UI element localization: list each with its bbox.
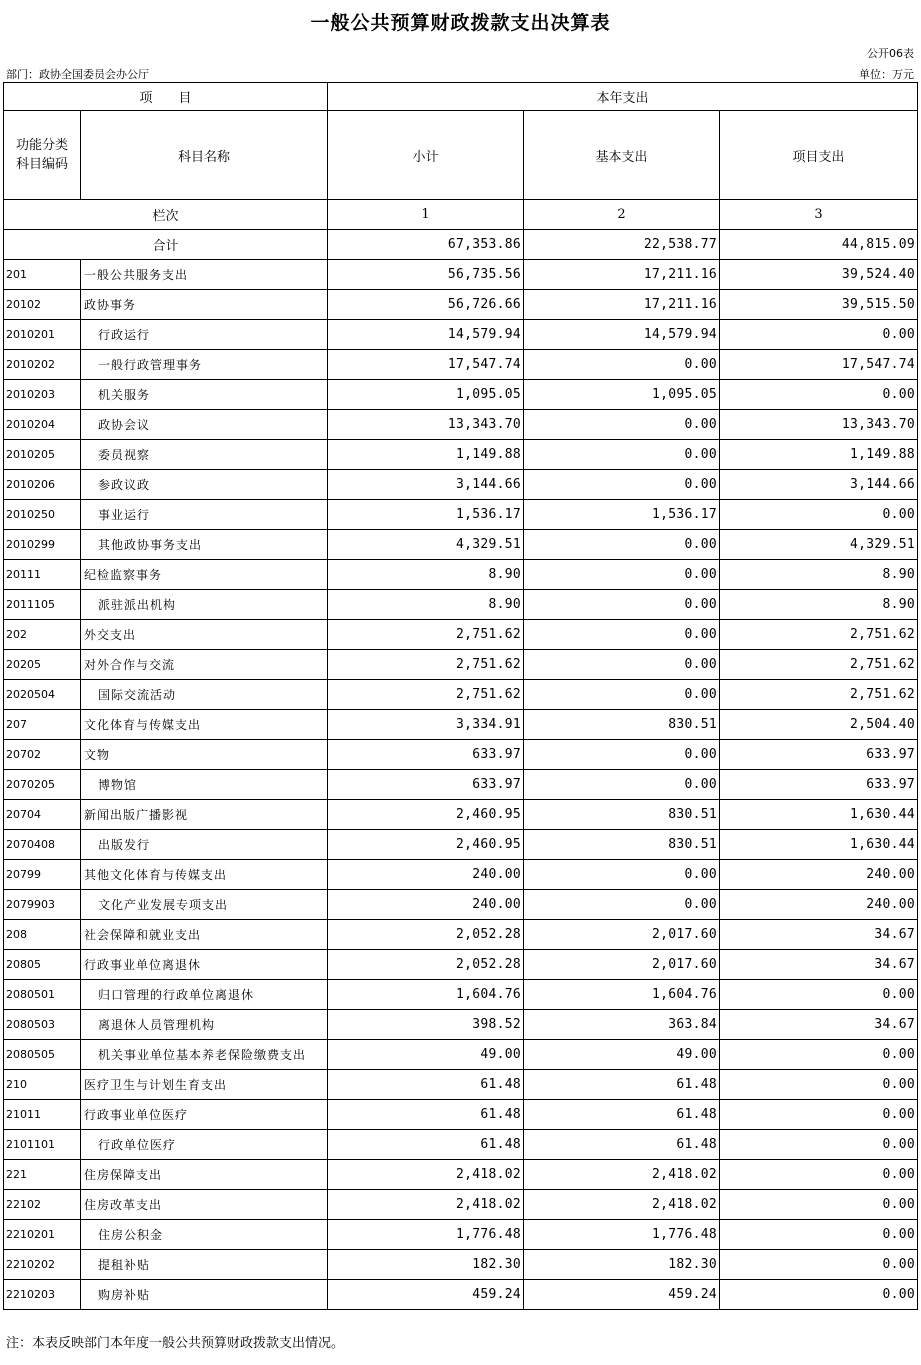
row-name: 提租补贴 xyxy=(81,1250,328,1280)
row-basic: 0.00 xyxy=(524,740,720,770)
row-project: 0.00 xyxy=(720,320,918,350)
row-project: 0.00 xyxy=(720,1190,918,1220)
row-project: 2,751.62 xyxy=(720,650,918,680)
row-basic: 830.51 xyxy=(524,710,720,740)
table-row xyxy=(4,560,918,590)
row-name: 新闻出版广播影视 xyxy=(81,800,328,830)
table-row xyxy=(4,1250,918,1280)
row-project: 240.00 xyxy=(720,860,918,890)
total-subtotal: 67,353.86 xyxy=(328,230,524,260)
table-row xyxy=(4,1040,918,1070)
row-code: 2010201 xyxy=(4,320,81,350)
row-code: 2010205 xyxy=(4,440,81,470)
row-subtotal: 2,460.95 xyxy=(328,830,524,860)
row-name: 政协事务 xyxy=(81,290,328,320)
row-basic: 1,536.17 xyxy=(524,500,720,530)
row-project: 1,630.44 xyxy=(720,830,918,860)
row-project: 0.00 xyxy=(720,1220,918,1250)
table-row xyxy=(4,1100,918,1130)
row-name: 住房公积金 xyxy=(81,1220,328,1250)
row-basic: 61.48 xyxy=(524,1130,720,1160)
table-row xyxy=(4,740,918,770)
row-subtotal: 14,579.94 xyxy=(328,320,524,350)
row-project: 0.00 xyxy=(720,980,918,1010)
row-subtotal: 2,418.02 xyxy=(328,1160,524,1190)
row-basic: 182.30 xyxy=(524,1250,720,1280)
table-row xyxy=(4,410,918,440)
form-number: 公开06表 xyxy=(867,47,914,60)
row-basic: 17,211.16 xyxy=(524,260,720,290)
row-project: 8.90 xyxy=(720,590,918,620)
row-name: 外交支出 xyxy=(81,620,328,650)
row-basic: 2,017.60 xyxy=(524,950,720,980)
header-current-year: 本年支出 xyxy=(328,83,918,111)
table-row xyxy=(4,1010,918,1040)
row-basic: 2,017.60 xyxy=(524,920,720,950)
row-code: 2010204 xyxy=(4,410,81,440)
row-project: 633.97 xyxy=(720,770,918,800)
header-subtotal: 小计 xyxy=(328,111,524,200)
header-basic: 基本支出 xyxy=(524,111,720,200)
row-subtotal: 240.00 xyxy=(328,890,524,920)
row-code: 2079903 xyxy=(4,890,81,920)
row-name: 行政事业单位离退休 xyxy=(81,950,328,980)
row-subtotal: 1,604.76 xyxy=(328,980,524,1010)
header-item: 项 目 xyxy=(4,83,328,111)
row-basic: 0.00 xyxy=(524,890,720,920)
row-basic: 830.51 xyxy=(524,830,720,860)
table-row xyxy=(4,770,918,800)
row-name: 对外合作与交流 xyxy=(81,650,328,680)
row-subtotal: 240.00 xyxy=(328,860,524,890)
row-basic: 0.00 xyxy=(524,860,720,890)
table-row xyxy=(4,680,918,710)
row-project: 1,149.88 xyxy=(720,440,918,470)
row-basic: 0.00 xyxy=(524,770,720,800)
row-basic: 61.48 xyxy=(524,1070,720,1100)
table-row xyxy=(4,380,918,410)
row-code: 21011 xyxy=(4,1100,81,1130)
table-row xyxy=(4,530,918,560)
row-code: 20111 xyxy=(4,560,81,590)
table-row xyxy=(4,1190,918,1220)
row-subtotal: 182.30 xyxy=(328,1250,524,1280)
table-row xyxy=(4,260,918,290)
row-basic: 0.00 xyxy=(524,560,720,590)
row-basic: 0.00 xyxy=(524,590,720,620)
row-basic: 830.51 xyxy=(524,800,720,830)
table-row xyxy=(4,500,918,530)
row-basic: 0.00 xyxy=(524,440,720,470)
total-basic: 22,538.77 xyxy=(524,230,720,260)
row-name: 机关事业单位基本养老保险缴费支出 xyxy=(81,1040,328,1070)
row-subtotal: 1,776.48 xyxy=(328,1220,524,1250)
row-project: 0.00 xyxy=(720,1160,918,1190)
row-code: 207 xyxy=(4,710,81,740)
row-subtotal: 2,751.62 xyxy=(328,680,524,710)
row-code: 20704 xyxy=(4,800,81,830)
table-row xyxy=(4,1130,918,1160)
row-code: 2070205 xyxy=(4,770,81,800)
table-row xyxy=(4,980,918,1010)
row-code: 20805 xyxy=(4,950,81,980)
row-name: 住房改革支出 xyxy=(81,1190,328,1220)
row-name: 参政议政 xyxy=(81,470,328,500)
row-code: 2011105 xyxy=(4,590,81,620)
row-project: 240.00 xyxy=(720,890,918,920)
row-project: 2,751.62 xyxy=(720,620,918,650)
row-code: 2020504 xyxy=(4,680,81,710)
row-project: 0.00 xyxy=(720,1040,918,1070)
row-basic: 0.00 xyxy=(524,680,720,710)
row-project: 0.00 xyxy=(720,1130,918,1160)
row-name: 国际交流活动 xyxy=(81,680,328,710)
total-row xyxy=(4,230,918,260)
total-project: 44,815.09 xyxy=(720,230,918,260)
total-label: 合计 xyxy=(4,230,328,260)
table-row xyxy=(4,350,918,380)
table-row xyxy=(4,470,918,500)
row-code: 2010203 xyxy=(4,380,81,410)
table-row xyxy=(4,920,918,950)
department-label: 部门：政协全国委员会办公厅 xyxy=(6,68,149,81)
row-name: 文化产业发展专项支出 xyxy=(81,890,328,920)
row-subtotal: 8.90 xyxy=(328,560,524,590)
row-name: 机关服务 xyxy=(81,380,328,410)
row-code: 20102 xyxy=(4,290,81,320)
row-name: 行政运行 xyxy=(81,320,328,350)
row-name: 行政单位医疗 xyxy=(81,1130,328,1160)
row-project: 0.00 xyxy=(720,1100,918,1130)
row-basic: 14,579.94 xyxy=(524,320,720,350)
row-subtotal: 61.48 xyxy=(328,1130,524,1160)
row-code: 2010206 xyxy=(4,470,81,500)
row-subtotal: 8.90 xyxy=(328,590,524,620)
row-project: 34.67 xyxy=(720,1010,918,1040)
row-basic: 0.00 xyxy=(524,410,720,440)
row-subtotal: 459.24 xyxy=(328,1280,524,1310)
table-row xyxy=(4,710,918,740)
row-code: 20702 xyxy=(4,740,81,770)
row-name: 出版发行 xyxy=(81,830,328,860)
row-subtotal: 56,726.66 xyxy=(328,290,524,320)
row-code: 2070408 xyxy=(4,830,81,860)
row-basic: 1,776.48 xyxy=(524,1220,720,1250)
row-code: 202 xyxy=(4,620,81,650)
table-row xyxy=(4,1070,918,1100)
table-row xyxy=(4,860,918,890)
row-subtotal: 17,547.74 xyxy=(328,350,524,380)
row-name: 一般公共服务支出 xyxy=(81,260,328,290)
row-project: 39,524.40 xyxy=(720,260,918,290)
row-project: 13,343.70 xyxy=(720,410,918,440)
row-code: 2080505 xyxy=(4,1040,81,1070)
row-name: 归口管理的行政单位离退休 xyxy=(81,980,328,1010)
row-project: 8.90 xyxy=(720,560,918,590)
row-project: 3,144.66 xyxy=(720,470,918,500)
row-basic: 363.84 xyxy=(524,1010,720,1040)
row-subtotal: 2,418.02 xyxy=(328,1190,524,1220)
header-project: 项目支出 xyxy=(720,111,918,200)
row-subtotal: 4,329.51 xyxy=(328,530,524,560)
row-project: 0.00 xyxy=(720,380,918,410)
row-code: 210 xyxy=(4,1070,81,1100)
row-project: 39,515.50 xyxy=(720,290,918,320)
page-title: 一般公共预算财政拨款支出决算表 xyxy=(310,12,611,34)
row-name: 离退休人员管理机构 xyxy=(81,1010,328,1040)
row-name: 一般行政管理事务 xyxy=(81,350,328,380)
header-column-order: 栏次 xyxy=(4,200,328,230)
table-row xyxy=(4,950,918,980)
row-project: 34.67 xyxy=(720,920,918,950)
row-project: 34.67 xyxy=(720,950,918,980)
row-basic: 0.00 xyxy=(524,620,720,650)
row-project: 4,329.51 xyxy=(720,530,918,560)
header-row-1 xyxy=(4,83,918,111)
row-basic: 49.00 xyxy=(524,1040,720,1070)
row-code: 20799 xyxy=(4,860,81,890)
table-row xyxy=(4,800,918,830)
row-name: 购房补贴 xyxy=(81,1280,328,1310)
row-name: 行政事业单位医疗 xyxy=(81,1100,328,1130)
row-subtotal: 2,460.95 xyxy=(328,800,524,830)
table-row xyxy=(4,890,918,920)
row-subtotal: 49.00 xyxy=(328,1040,524,1070)
row-name: 其他文化体育与传媒支出 xyxy=(81,860,328,890)
row-subtotal: 2,052.28 xyxy=(328,920,524,950)
row-project: 0.00 xyxy=(720,1280,918,1310)
row-subtotal: 56,735.56 xyxy=(328,260,524,290)
table-row xyxy=(4,1160,918,1190)
row-name: 委员视察 xyxy=(81,440,328,470)
row-name: 事业运行 xyxy=(81,500,328,530)
row-code: 2080501 xyxy=(4,980,81,1010)
row-code: 2010250 xyxy=(4,500,81,530)
row-basic: 1,095.05 xyxy=(524,380,720,410)
row-project: 0.00 xyxy=(720,500,918,530)
table-row xyxy=(4,590,918,620)
table-row xyxy=(4,1280,918,1310)
row-subtotal: 1,095.05 xyxy=(328,380,524,410)
row-code: 221 xyxy=(4,1160,81,1190)
header-code: 功能分类科目编码 xyxy=(4,111,81,200)
row-name: 社会保障和就业支出 xyxy=(81,920,328,950)
row-basic: 0.00 xyxy=(524,470,720,500)
header-col-3: 3 xyxy=(720,200,918,230)
row-subtotal: 2,052.28 xyxy=(328,950,524,980)
row-project: 0.00 xyxy=(720,1070,918,1100)
row-subtotal: 2,751.62 xyxy=(328,620,524,650)
table-row xyxy=(4,1220,918,1250)
footnote: 注：本表反映部门本年度一般公共预算财政拨款支出情况。 xyxy=(6,1336,345,1351)
header-row-2 xyxy=(4,111,918,200)
row-code: 2080503 xyxy=(4,1010,81,1040)
row-code: 20205 xyxy=(4,650,81,680)
row-basic: 0.00 xyxy=(524,650,720,680)
row-basic: 0.00 xyxy=(524,350,720,380)
row-subtotal: 3,334.91 xyxy=(328,710,524,740)
row-subtotal: 3,144.66 xyxy=(328,470,524,500)
row-subtotal: 1,536.17 xyxy=(328,500,524,530)
row-subtotal: 633.97 xyxy=(328,740,524,770)
row-subtotal: 1,149.88 xyxy=(328,440,524,470)
row-code: 2210202 xyxy=(4,1250,81,1280)
row-basic: 459.24 xyxy=(524,1280,720,1310)
row-code: 22102 xyxy=(4,1190,81,1220)
expenditure-table xyxy=(3,82,918,1310)
row-subtotal: 633.97 xyxy=(328,770,524,800)
row-subtotal: 2,751.62 xyxy=(328,650,524,680)
row-code: 2101101 xyxy=(4,1130,81,1160)
header-name: 科目名称 xyxy=(81,111,328,200)
row-subtotal: 398.52 xyxy=(328,1010,524,1040)
table-row xyxy=(4,620,918,650)
row-code: 2210201 xyxy=(4,1220,81,1250)
row-subtotal: 13,343.70 xyxy=(328,410,524,440)
row-basic: 2,418.02 xyxy=(524,1190,720,1220)
row-name: 博物馆 xyxy=(81,770,328,800)
row-code: 2210203 xyxy=(4,1280,81,1310)
row-basic: 0.00 xyxy=(524,530,720,560)
row-basic: 2,418.02 xyxy=(524,1160,720,1190)
table-row xyxy=(4,290,918,320)
row-subtotal: 61.48 xyxy=(328,1070,524,1100)
header-col-2: 2 xyxy=(524,200,720,230)
row-code: 208 xyxy=(4,920,81,950)
row-name: 医疗卫生与计划生育支出 xyxy=(81,1070,328,1100)
table-row xyxy=(4,320,918,350)
row-name: 住房保障支出 xyxy=(81,1160,328,1190)
row-name: 纪检监察事务 xyxy=(81,560,328,590)
row-name: 其他政协事务支出 xyxy=(81,530,328,560)
unit-label: 单位：万元 xyxy=(859,68,914,81)
header-col-1: 1 xyxy=(328,200,524,230)
row-subtotal: 61.48 xyxy=(328,1100,524,1130)
row-basic: 61.48 xyxy=(524,1100,720,1130)
row-name: 政协会议 xyxy=(81,410,328,440)
row-project: 0.00 xyxy=(720,1250,918,1280)
row-basic: 17,211.16 xyxy=(524,290,720,320)
row-name: 文物 xyxy=(81,740,328,770)
row-basic: 1,604.76 xyxy=(524,980,720,1010)
row-code: 2010299 xyxy=(4,530,81,560)
table-row xyxy=(4,440,918,470)
row-project: 633.97 xyxy=(720,740,918,770)
row-project: 2,504.40 xyxy=(720,710,918,740)
row-name: 派驻派出机构 xyxy=(81,590,328,620)
row-name: 文化体育与传媒支出 xyxy=(81,710,328,740)
table-row xyxy=(4,830,918,860)
header-row-column-order xyxy=(4,200,918,230)
row-project: 2,751.62 xyxy=(720,680,918,710)
row-code: 2010202 xyxy=(4,350,81,380)
row-project: 1,630.44 xyxy=(720,800,918,830)
row-project: 17,547.74 xyxy=(720,350,918,380)
row-code: 201 xyxy=(4,260,81,290)
table-row xyxy=(4,650,918,680)
